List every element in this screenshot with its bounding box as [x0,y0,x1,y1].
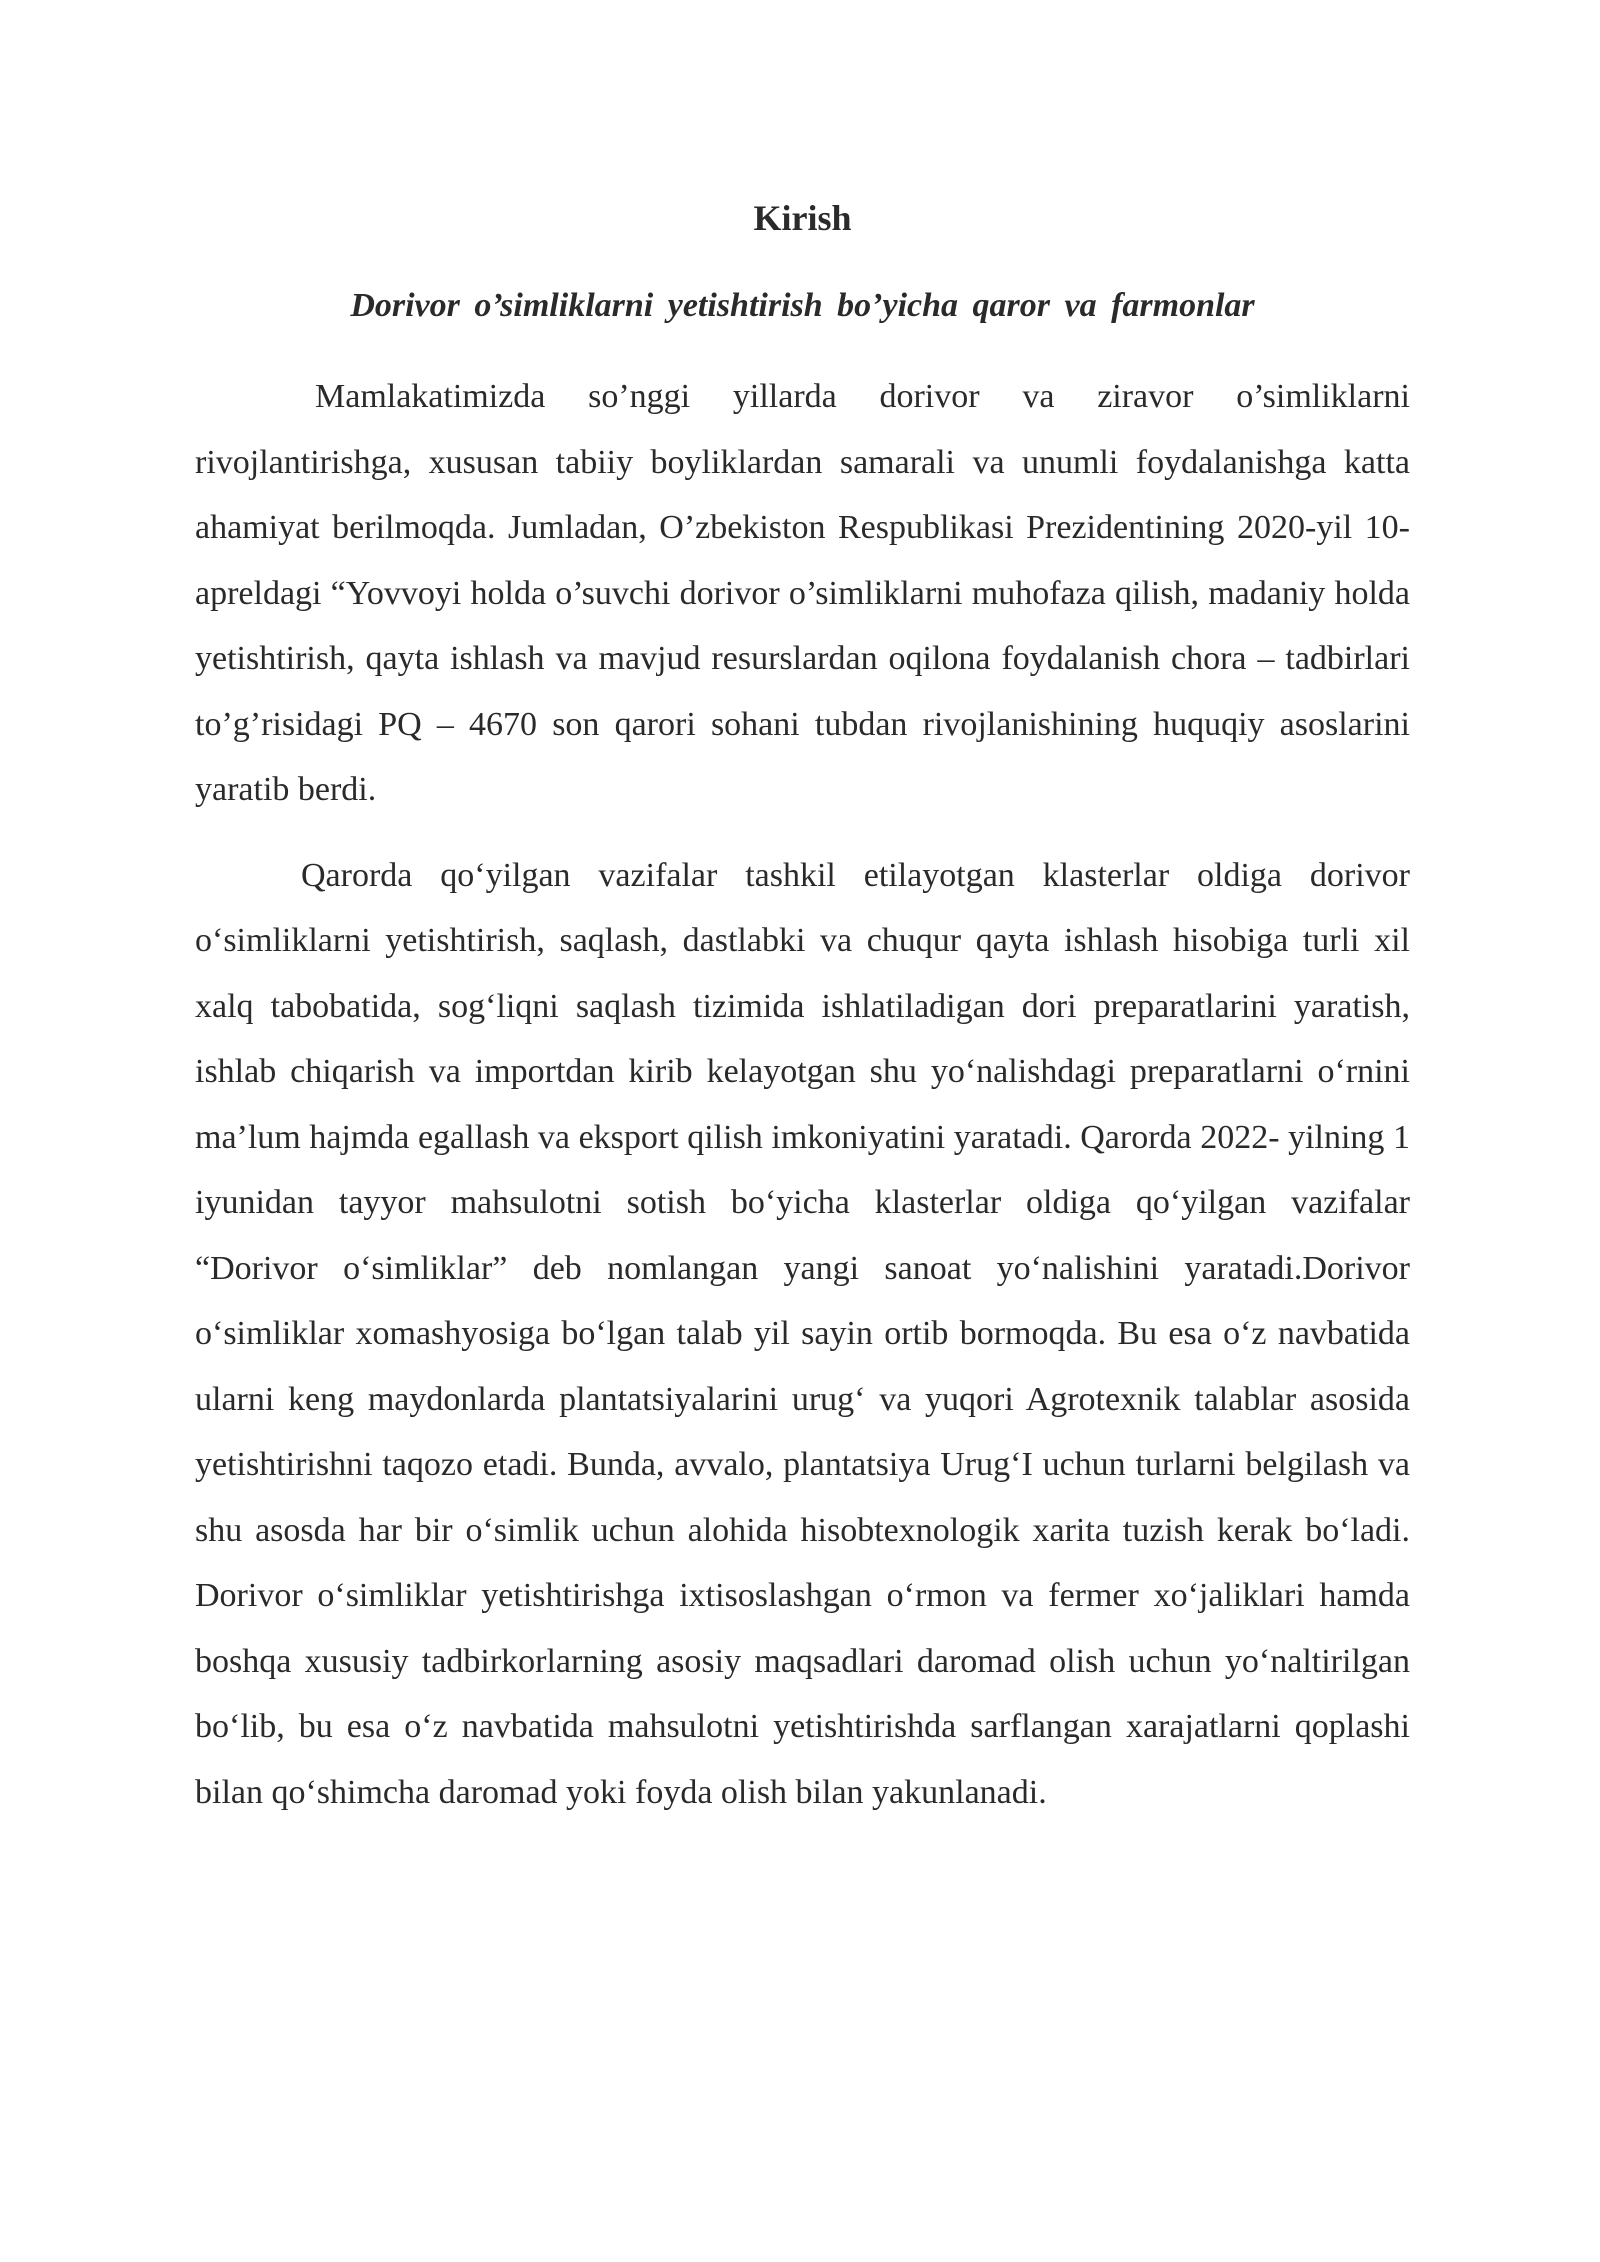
paragraph-intro: Mamlakatimizda so’nggi yillarda dorivor va ziravor o’simliklarni rivojlantirishga, xususan tabiiy boyliklardan samarali va unumli foydalanishga katta ahamiyat berilmoqda. Jumladan, O’zbekiston Respublikasi Prezidentining 2020-yil 10-apreldagi “Yovvoyi holda o’suvchi dorivor o’simliklarni muhofaza qilish, madaniy holda yetishtirish, qayta ishlash va mavjud resurslardan oqilona foydalanish chora – tadbirlari to’g’risidagi PQ – 4670 son qarori sohani tubdan rivojlanishining huquqiy asoslarini yaratib berdi. [195,378,1410,808]
document-body [195,190,1410,1825]
document-subtitle: Dorivor o’simliklarni yetishtirish bo’yicha qaror va farmonlar [350,287,1255,324]
paragraph-decree-tasks: Qarorda qo‘yilgan vazifalar tashkil etilayotgan klasterlar oldiga dorivor o‘simliklarni yetishtirish, saqlash, dastlabki va chuqur qayta ishlash hisobiga turli xil xalq tabobatida, sog‘liqni saqlash tizimida ishlatiladigan dori preparatlarini yaratish, ishlab chiqarish va importdan kirib kelayotgan shu yo‘nalishdagi preparatlarni o‘rnini ma’lum hajmda egallash va eksport qilish imkoniyatini yaratadi. Qarorda 2022- yilning 1 iyunidan tayyor mahsulotni sotish bo‘yicha klasterlar oldiga qo‘yilgan vazifalar “Dorivor o‘simliklar” deb nomlangan yangi sanoat yo‘nalishini yaratadi.Dorivor o‘simliklar xomashyosiga bo‘lgan talab yil sayin ortib bormoqda. Bu esa o‘z navbatida ularni keng maydonlarda plantatsiyalarini urug‘ va yuqori Agrotexnik talablar asosida yetishtirishni taqozo etadi. Bunda, avvalo, plantatsiya Urug‘I uchun turlarni belgilash va shu asosda har bir o‘simlik uchun alohida hisobtexnologik xarita tuzish kerak bo‘ladi. Dorivor o‘simliklar yetishtirishga ixtisoslashgan o‘rmon va fermer xo‘jaliklari hamda boshqa xususiy tadbirkorlarning asosiy maqsadlari daromad olish uchun yo‘naltirilgan bo‘lib, bu esa o‘z navbatida mahsulotni yetishtirishda sarflangan xarajatlarni qoplashi bilan qo‘shimcha daromad yoki foyda olish bilan yakunlanadi. [195,856,1410,1811]
document-title: Kirish [753,198,852,238]
